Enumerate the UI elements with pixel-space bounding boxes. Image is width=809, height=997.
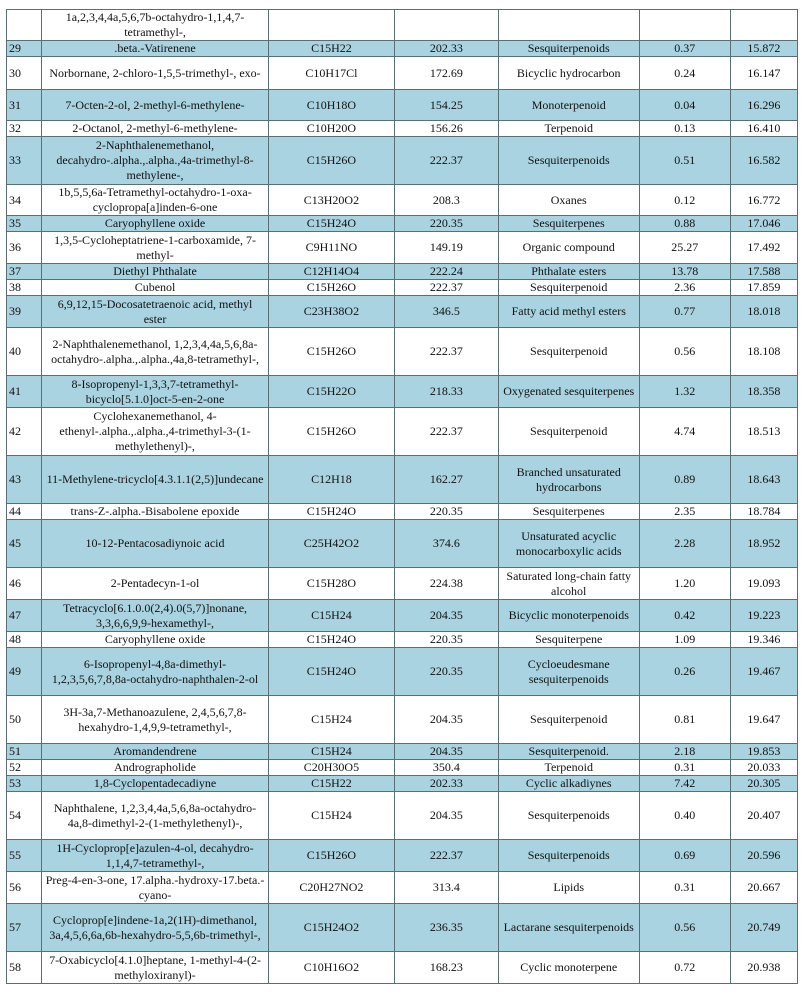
table-row [7,280,798,296]
compound-name-cell: Naphthalene, 1,2,3,4,4a,5,6,8a-octahydro-4a,8-dimethyl-2-(1-methylethenyl)-, [42,792,268,840]
retention-time-cell: 20.033 [730,760,797,776]
peak-area-cell: 0.69 [639,840,730,872]
molecular-weight-cell: 236.35 [395,904,499,952]
table-row [7,121,798,137]
table-row [7,744,798,760]
compound-name-cell: 1H-Cycloprop[e]azulen-4-ol, decahydro-1,1,4,7-tetramethyl-, [42,840,268,872]
peak-area-cell: 2.28 [639,520,730,568]
compound-name-cell: 11-Methylene-tricyclo[4.3.1.1(2,5)]undecane [42,456,268,504]
table-row [7,232,798,264]
molecular-formula-cell: C15H24O [268,504,394,520]
peak-area-cell: 2.35 [639,504,730,520]
molecular-formula-cell: C15H24 [268,600,394,632]
molecular-formula-cell: C15H22O [268,376,394,408]
molecular-formula-cell: C15H24O2 [268,904,394,952]
peak-area-cell: 0.88 [639,216,730,232]
molecular-formula-cell: C13H20O2 [268,185,394,216]
table-row [7,760,798,776]
retention-time-cell: 16.147 [730,57,797,90]
retention-time-cell: 20.749 [730,904,797,952]
peak-area-cell: 0.31 [639,760,730,776]
retention-time-cell: 19.093 [730,568,797,600]
molecular-formula-cell: C15H26O [268,137,394,185]
molecular-weight-cell: 374.6 [395,520,499,568]
row-number-cell: 50 [7,696,42,744]
compound-name-cell: Caryophyllene oxide [42,632,268,648]
row-number-cell: 43 [7,456,42,504]
molecular-formula-cell: C15H24 [268,792,394,840]
compound-class-cell: Oxygenated sesquiterpenes [498,376,639,408]
molecular-weight-cell: 350.4 [395,760,499,776]
table-row [7,872,798,904]
retention-time-cell: 16.296 [730,90,797,121]
retention-time-cell: 19.223 [730,600,797,632]
row-number-cell: 42 [7,408,42,456]
table-row [7,792,798,840]
compound-class-cell: Unsaturated acyclic monocarboxylic acids [498,520,639,568]
retention-time-cell: 20.407 [730,792,797,840]
retention-time-cell: 19.647 [730,696,797,744]
row-number-cell: 53 [7,776,42,792]
molecular-weight-cell: 222.37 [395,280,499,296]
molecular-weight-cell: 202.33 [395,41,499,57]
retention-time-cell: 18.358 [730,376,797,408]
compound-class-cell: Lipids [498,872,639,904]
row-number-cell: 39 [7,296,42,328]
table-row [7,568,798,600]
retention-time-cell: 16.582 [730,137,797,185]
row-number-cell: 45 [7,520,42,568]
molecular-weight-cell: 208.3 [395,185,499,216]
peak-area-cell: 0.42 [639,600,730,632]
peak-area-cell: 0.51 [639,137,730,185]
molecular-formula-cell: C20H27NO2 [268,872,394,904]
compound-class-cell: Bicyclic monoterpenoids [498,600,639,632]
table-row [7,952,798,984]
table-row [7,504,798,520]
retention-time-cell: 19.467 [730,648,797,696]
retention-time-cell: 17.588 [730,264,797,280]
compound-class-cell: Terpenoid [498,760,639,776]
retention-time-cell: 18.952 [730,520,797,568]
table-row [7,10,798,41]
molecular-weight-cell: 218.33 [395,376,499,408]
row-number-cell: 54 [7,792,42,840]
molecular-formula-cell: C10H16O2 [268,952,394,984]
table-row [7,137,798,185]
molecular-formula-cell: C23H38O2 [268,296,394,328]
row-number-cell: 47 [7,600,42,632]
row-number-cell: 35 [7,216,42,232]
molecular-formula-cell: C15H24 [268,744,394,760]
compound-class-cell: Saturated long-chain fatty alcohol [498,568,639,600]
peak-area-cell: 1.32 [639,376,730,408]
molecular-weight-cell: 168.23 [395,952,499,984]
row-number-cell: 40 [7,328,42,376]
compound-class-cell: Terpenoid [498,121,639,137]
compound-name-cell: 2-Naphthalenemethanol, decahydro-.alpha.,.alpha.,4a-trimethyl-8-methylene-, [42,137,268,185]
compound-name-cell: 6,9,12,15-Docosatetraenoic acid, methyl ester [42,296,268,328]
retention-time-cell: 15.872 [730,41,797,57]
compound-class-cell: Sesquiterpenoid [498,696,639,744]
compound-name-cell: Aromandendrene [42,744,268,760]
molecular-formula-cell: C25H42O2 [268,520,394,568]
table-row [7,376,798,408]
molecular-weight-cell: 162.27 [395,456,499,504]
retention-time-cell: 17.492 [730,232,797,264]
row-number-cell: 41 [7,376,42,408]
peak-area-cell: 0.04 [639,90,730,121]
row-number-cell: 56 [7,872,42,904]
compound-class-cell: Bicyclic hydrocarbon [498,57,639,90]
molecular-weight-cell: 204.35 [395,792,499,840]
molecular-formula-cell: C9H11NO [268,232,394,264]
row-number-cell: 57 [7,904,42,952]
peak-area-cell: 0.12 [639,185,730,216]
compound-name-cell: 7-Oxabicyclo[4.1.0]heptane, 1-methyl-4-(2-methyloxiranyl)- [42,952,268,984]
compound-class-cell: Cyclic alkadiynes [498,776,639,792]
compound-class-cell [498,10,639,41]
retention-time-cell [730,10,797,41]
molecular-formula-cell: C12H18 [268,456,394,504]
molecular-weight-cell: 204.35 [395,744,499,760]
table-row [7,520,798,568]
row-number-cell: 58 [7,952,42,984]
retention-time-cell: 17.859 [730,280,797,296]
molecular-weight-cell: 222.37 [395,137,499,185]
table-row [7,632,798,648]
molecular-weight-cell: 346.5 [395,296,499,328]
molecular-weight-cell: 222.24 [395,264,499,280]
compound-class-cell: Monoterpenoid [498,90,639,121]
peak-area-cell: 0.56 [639,904,730,952]
molecular-weight-cell: 224.38 [395,568,499,600]
retention-time-cell: 16.410 [730,121,797,137]
row-number-cell: 31 [7,90,42,121]
compound-name-cell: 8-Isopropenyl-1,3,3,7-tetramethyl-bicyclo[5.1.0]oct-5-en-2-one [42,376,268,408]
molecular-formula-cell: C15H24O [268,216,394,232]
retention-time-cell: 19.346 [730,632,797,648]
molecular-formula-cell: C15H26O [268,280,394,296]
peak-area-cell: 0.56 [639,328,730,376]
peak-area-cell: 0.40 [639,792,730,840]
table-row [7,216,798,232]
row-number-cell: 55 [7,840,42,872]
molecular-weight-cell: 202.33 [395,776,499,792]
compound-name-cell: trans-Z-.alpha.-Bisabolene epoxide [42,504,268,520]
compound-name-cell: Cycloprop[e]indene-1a,2(1H)-dimethanol, 3a,4,5,6,6a,6b-hexahydro-5,5,6b-trimethyl-, [42,904,268,952]
table-row [7,296,798,328]
compound-class-cell: Sesquiterpenes [498,216,639,232]
molecular-weight-cell: 154.25 [395,90,499,121]
row-number-cell: 32 [7,121,42,137]
molecular-formula-cell: C15H22 [268,41,394,57]
table-row [7,57,798,90]
retention-time-cell: 20.596 [730,840,797,872]
compound-class-cell: Sesquiterpenoid. [498,744,639,760]
compound-class-cell: Sesquiterpenes [498,504,639,520]
row-number-cell: 30 [7,57,42,90]
row-number-cell: 38 [7,280,42,296]
compound-class-cell: Branched unsaturated hydrocarbons [498,456,639,504]
peak-area-cell: 25.27 [639,232,730,264]
compound-class-cell: Sesquiterpenoids [498,840,639,872]
molecular-formula-cell: C15H24 [268,696,394,744]
row-number-cell: 49 [7,648,42,696]
peak-area-cell: 2.36 [639,280,730,296]
retention-time-cell: 18.784 [730,504,797,520]
peak-area-cell: 13.78 [639,264,730,280]
molecular-formula-cell: C20H30O5 [268,760,394,776]
row-number-cell: 29 [7,41,42,57]
compound-name-cell: Cubenol [42,280,268,296]
compound-class-cell: Sesquiterpenoids [498,792,639,840]
compound-class-cell: Oxanes [498,185,639,216]
compound-name-cell: 1,3,5-Cycloheptatriene-1-carboxamide, 7-methyl- [42,232,268,264]
table-row [7,264,798,280]
row-number-cell: 34 [7,185,42,216]
retention-time-cell: 20.305 [730,776,797,792]
table-row [7,696,798,744]
table-row [7,408,798,456]
peak-area-cell: 4.74 [639,408,730,456]
row-number-cell: 44 [7,504,42,520]
molecular-formula-cell: C15H24O [268,632,394,648]
compound-class-cell: Organic compound [498,232,639,264]
molecular-formula-cell: C15H26O [268,840,394,872]
molecular-weight-cell: 204.35 [395,600,499,632]
table-row [7,904,798,952]
peak-area-cell: 0.13 [639,121,730,137]
row-number-cell [7,10,42,41]
compound-name-cell: Andrographolide [42,760,268,776]
row-number-cell: 46 [7,568,42,600]
row-number-cell: 36 [7,232,42,264]
compound-name-cell: .beta.-Vatirenene [42,41,268,57]
molecular-weight-cell: 149.19 [395,232,499,264]
compound-table [6,9,798,984]
compound-name-cell: 10-12-Pentacosadiynoic acid [42,520,268,568]
molecular-formula-cell: C15H24O [268,648,394,696]
molecular-weight-cell: 222.37 [395,408,499,456]
retention-time-cell: 20.938 [730,952,797,984]
compound-name-cell: Tetracyclo[6.1.0.0(2,4).0(5,7)]nonane, 3,3,6,6,9,9-hexamethyl-, [42,600,268,632]
molecular-weight-cell: 156.26 [395,121,499,137]
peak-area-cell: 1.09 [639,632,730,648]
retention-time-cell: 16.772 [730,185,797,216]
peak-area-cell: 0.31 [639,872,730,904]
row-number-cell: 48 [7,632,42,648]
table-row [7,776,798,792]
peak-area-cell [639,10,730,41]
molecular-formula-cell: C15H22 [268,776,394,792]
peak-area-cell: 1.20 [639,568,730,600]
molecular-formula-cell: C12H14O4 [268,264,394,280]
compound-name-cell: 3H-3a,7-Methanoazulene, 2,4,5,6,7,8-hexahydro-1,4,9,9-tetramethyl-, [42,696,268,744]
compound-name-cell: Diethyl Phthalate [42,264,268,280]
molecular-weight-cell: 172.69 [395,57,499,90]
compound-name-cell: 1,8-Cyclopentadecadiyne [42,776,268,792]
compound-class-cell: Sesquiterpenoid [498,280,639,296]
compound-name-cell: Caryophyllene oxide [42,216,268,232]
peak-area-cell: 0.89 [639,456,730,504]
retention-time-cell: 17.046 [730,216,797,232]
compound-class-cell: Sesquiterpene [498,632,639,648]
peak-area-cell: 0.77 [639,296,730,328]
table-row [7,840,798,872]
row-number-cell: 37 [7,264,42,280]
molecular-formula-cell: C10H17Cl [268,57,394,90]
molecular-formula-cell [268,10,394,41]
molecular-weight-cell: 220.35 [395,216,499,232]
retention-time-cell: 18.643 [730,456,797,504]
table-row [7,328,798,376]
compound-class-cell: Fatty acid methyl esters [498,296,639,328]
row-number-cell: 52 [7,760,42,776]
molecular-weight-cell: 220.35 [395,504,499,520]
compound-name-cell: 1b,5,5,6a-Tetramethyl-octahydro-1-oxa-cyclopropa[a]inden-6-one [42,185,268,216]
compound-class-cell: Lactarane sesquiterpenoids [498,904,639,952]
compound-table-body [7,10,798,984]
retention-time-cell: 18.513 [730,408,797,456]
table-row [7,41,798,57]
compound-name-cell: 6-Isopropenyl-4,8a-dimethyl-1,2,3,5,6,7,8,8a-octahydro-naphthalen-2-ol [42,648,268,696]
retention-time-cell: 20.667 [730,872,797,904]
table-row [7,456,798,504]
molecular-formula-cell: C10H20O [268,121,394,137]
table-row [7,185,798,216]
compound-name-cell: Norbornane, 2-chloro-1,5,5-trimethyl-, exo- [42,57,268,90]
molecular-weight-cell: 220.35 [395,648,499,696]
retention-time-cell: 18.108 [730,328,797,376]
retention-time-cell: 19.853 [730,744,797,760]
molecular-weight-cell: 222.37 [395,840,499,872]
compound-name-cell: Cyclohexanemethanol, 4-ethenyl-.alpha.,.alpha.,4-trimethyl-3-(1-methylethenyl)-, [42,408,268,456]
compound-name-cell: 2-Pentadecyn-1-ol [42,568,268,600]
molecular-formula-cell: C15H28O [268,568,394,600]
compound-class-cell: Cyclic monoterpene [498,952,639,984]
peak-area-cell: 7.42 [639,776,730,792]
compound-class-cell: Phthalate esters [498,264,639,280]
compound-name-cell: 2-Octanol, 2-methyl-6-methylene- [42,121,268,137]
peak-area-cell: 0.26 [639,648,730,696]
molecular-weight-cell: 204.35 [395,696,499,744]
table-row [7,600,798,632]
molecular-weight-cell [395,10,499,41]
peak-area-cell: 0.37 [639,41,730,57]
compound-name-cell: 2-Naphthalenemethanol, 1,2,3,4,4a,5,6,8a-octahydro-.alpha.,.alpha.,4a,8-tetramethyl-, [42,328,268,376]
peak-area-cell: 2.18 [639,744,730,760]
molecular-weight-cell: 313.4 [395,872,499,904]
compound-class-cell: Sesquiterpenoids [498,137,639,185]
compound-name-cell: 1a,2,3,4,4a,5,6,7b-octahydro-1,1,4,7-tetramethyl-, [42,10,268,41]
molecular-formula-cell: C10H18O [268,90,394,121]
molecular-formula-cell: C15H26O [268,408,394,456]
peak-area-cell: 0.72 [639,952,730,984]
compound-class-cell: Sesquiterpenoids [498,41,639,57]
peak-area-cell: 0.81 [639,696,730,744]
compound-name-cell: 7-Octen-2-ol, 2-methyl-6-methylene- [42,90,268,121]
row-number-cell: 51 [7,744,42,760]
retention-time-cell: 18.018 [730,296,797,328]
molecular-weight-cell: 220.35 [395,632,499,648]
molecular-weight-cell: 222.37 [395,328,499,376]
compound-name-cell: Preg-4-en-3-one, 17.alpha.-hydroxy-17.beta.-cyano- [42,872,268,904]
compound-class-cell: Sesquiterpenoid [498,328,639,376]
table-row [7,648,798,696]
compound-class-cell: Cycloeudesmane sesquiterpenoids [498,648,639,696]
peak-area-cell: 0.24 [639,57,730,90]
row-number-cell: 33 [7,137,42,185]
compound-class-cell: Sesquiterpenoid [498,408,639,456]
table-row [7,90,798,121]
molecular-formula-cell: C15H26O [268,328,394,376]
